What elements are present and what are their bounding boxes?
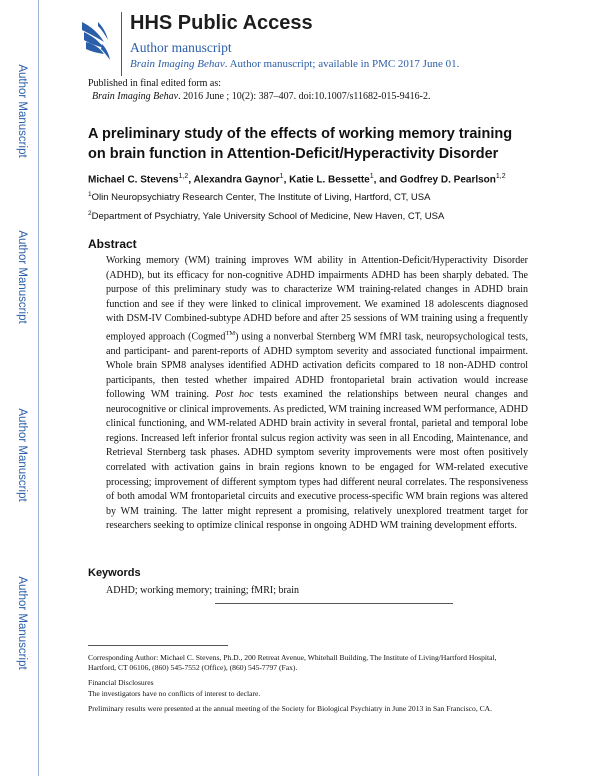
author-name: Alexandra Gaynor <box>193 174 280 186</box>
keywords-text: ADHD; working memory; training; fMRI; brain <box>106 585 300 596</box>
header-journal-name: Brain Imaging Behav <box>130 58 225 70</box>
side-label-author-manuscript: Author Manuscript <box>16 230 28 324</box>
author-name: Katie L. Bessette <box>289 174 370 186</box>
affiliation-1: $^1$Olin Neuropsychiatry Research Center, The Institute of Living, Hartford, CT, USA <box>88 191 431 204</box>
side-label-author-manuscript: Author Manuscript <box>16 576 28 670</box>
affiliation-2: $^2$Department of Psychiatry, Yale University School of Medicine, New Haven, CT, USA <box>88 210 445 223</box>
citation-journal: Brain Imaging Behav <box>92 91 179 102</box>
side-label-author-manuscript: Author Manuscript <box>16 408 28 502</box>
author-affiliation-marker: 1,2 <box>495 173 506 180</box>
abstract-text: Working memory (WM) training improves WM ability in Attention-Deficit/Hyperactivity Disorder (ADHD), but its efficacy for non-cognitive ADHD impairments ADHD has been sharply debated. The purpose of this preliminary study was to characterize WM training-related changes in ADHD brain function and see if they were linked to clinical improvement. We examined 18 adolescents diagnosed with DSM-IV Combined-subtype ADHD before and after 25 sessions of WM training using a frequently employed approach (Cogmed™) using a nonverbal Sternberg WM fMRI task, neuropsychological tests, and participant- and parent-reports of ADHD symptom severity and associated functional impairment. Whole brain SPM8 analyses identified ADHD activation deficits compared to 18 non-ADHD control participants, then tested whether impaired ADHD frontoparietal brain activation would increase following WM training. Post hoc tests examined the relationships between neural changes and neurocognitive or clinical improvements. As predicted, WM training increased WM performance, ADHD clinical functioning, and WM-related ADHD brain activity in several frontal, parietal and temporal lobe regions. Increased left inferior frontal sulcus region activity was seen in all Encoding, Maintenance, and Retrieval Sternberg task phases. ADHD symptom severity improvements were most often positively correlated with activation gains in brain regions known to be engaged for WM-related executive processing; improvement of different symptom types had different neural correlates. The responsiveness of both amodal WM frontoparietal circuits and executive process-specific WM brain regions was altered by WM training. The latter might represent a promising, relatively unexplored treatment target for researchers seeking to optimize clinical response in ongoing ADHD WM training development efforts. <box>106 255 529 532</box>
published-in-label: Published in final edited form as: <box>88 78 222 89</box>
abstract-heading: Abstract <box>88 237 137 251</box>
author-affiliation-marker: 1,2 <box>178 173 189 180</box>
financial-disclosures-text: The investigators have no conflicts of interest to declare. <box>88 688 261 698</box>
side-margin-rule <box>38 0 39 776</box>
header-journal-line <box>130 58 459 70</box>
author-separator: , and <box>373 174 400 186</box>
citation-details: . 2016 June ; 10(2): 387–407. doi:10.1007/s11682-015-9416-2. <box>178 91 431 102</box>
keywords-divider <box>215 603 453 604</box>
hhs-eagle-logo-icon <box>76 16 116 62</box>
author-list <box>88 173 506 185</box>
post-hoc-italic: Post hoc <box>215 389 254 401</box>
author-affiliation-marker: 1 <box>369 173 374 180</box>
header-title: HHS Public Access <box>130 12 313 34</box>
author-affiliation-marker: 1 <box>279 173 284 180</box>
preliminary-results-note: Preliminary results were presented at the annual meeting of the Society for Biological Psychiatry in June 2013 in San Francisco, CA. <box>88 703 493 713</box>
header-journal-availability: . Author manuscript; available in PMC 2017 June 01. <box>224 58 460 70</box>
footnotes <box>88 653 518 714</box>
author-name: Michael C. Stevens <box>88 174 179 186</box>
author-separator: , <box>188 174 194 186</box>
side-label-author-manuscript: Author Manuscript <box>16 64 28 158</box>
article-title: A preliminary study of the effects of working memory training on brain function in Attention-Deficit/Hyperactivity Disorder <box>88 126 513 162</box>
header-divider <box>121 12 122 76</box>
footnote-divider <box>88 645 228 646</box>
author-separator: , <box>283 174 290 186</box>
author-name: Godfrey D. Pearlson <box>399 174 496 186</box>
trademark-superscript: TM <box>225 329 236 337</box>
keywords-heading: Keywords <box>88 567 141 579</box>
publication-citation <box>92 91 431 102</box>
financial-disclosures-heading: Financial Disclosures <box>88 678 154 687</box>
header-subtitle: Author manuscript <box>130 40 232 55</box>
corresponding-author-note: Corresponding Author: Michael C. Stevens, Ph.D., 200 Retreat Avenue, Whitehall Building, The Institute of Living/Hartford Hospital, Hartford, CT 06106, (860) 545-7552 (Office), (860) 545-7797 (Fax). <box>88 653 497 672</box>
